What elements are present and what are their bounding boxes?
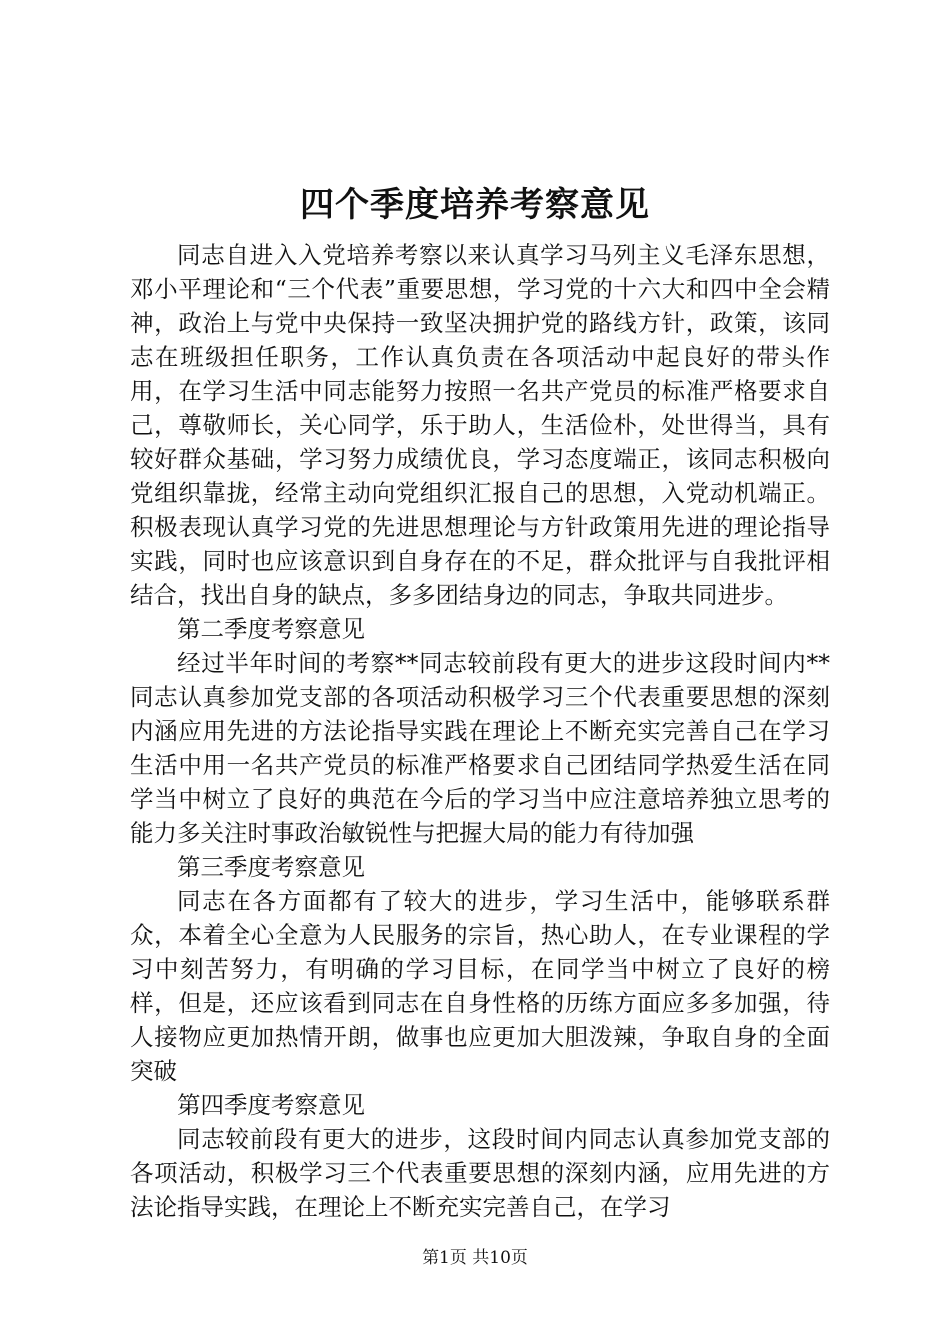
document-body (130, 238, 830, 1224)
heading-third-quarter: 第三季度考察意见 (177, 853, 365, 881)
heading-second-quarter: 第二季度考察意见 (177, 615, 365, 643)
document-title: 四个季度培养考察意见 (300, 185, 650, 225)
paragraph-second-quarter: 经过半年时间的考察**同志较前段有更大的进步这段时间内**同志认真参加党支部的各项活动积极学习三个代表重要思想的深刻内涵应用先进的方法论指导实践在理论上不断充实完善自己在学习生活中用一名共产党员的标准严格要求自己团结同学热爱生活在同学当中树立了良好的典范在今后的学习当中应注意培养独立思考的能力多关注时事政治敏锐性与把握大局的能力有待加强 (130, 649, 830, 847)
paragraph-third-quarter: 同志在各方面都有了较大的进步，学习生活中，能够联系群众，本着全心全意为人民服务的宗旨，热心助人，在专业课程的学习中刻苦努力，有明确的学习目标，在同学当中树立了良好的榜样，但是，还应该看到同志在自身性格的历练方面应多多加强，待人接物应更加热情开朗，做事也应更加大胆泼辣，争取自身的全面突破 (130, 887, 830, 1085)
paragraph-fourth-quarter: 同志较前段有更大的进步，这段时间内同志认真参加党支部的各项活动，积极学习三个代表重要思想的深刻内涵，应用先进的方法论指导实践，在理论上不断充实完善自己，在学习 (130, 1125, 830, 1221)
page-number-footer: 第1页 共10页 (422, 1248, 528, 1268)
paragraph-first-quarter: 同志自进入入党培养考察以来认真学习马列主义毛泽东思想，邓小平理论和“三个代表”重要思想，学习党的十六大和四中全会精神，政治上与党中央保持一致坚决拥护党的路线方针，政策，该同志在班级担任职务，工作认真负责在各项活动中起良好的带头作用，在学习生活中同志能努力按照一名共产党员的标准严格要求自己，尊敬师长，关心同学，乐于助人，生活俭朴，处世得当，具有较好群众基础，学习努力成绩优良，学习态度端正，该同志积极向党组织靠拢，经常主动向党组织汇报自己的思想，入党动机端正。积极表现认真学习党的先进思想理论与方针政策用先进的理论指导实践，同时也应该意识到自身存在的不足，群众批评与自我批评相结合，找出自身的缺点，多多团结身边的同志，争取共同进步。 (130, 241, 830, 609)
heading-fourth-quarter: 第四季度考察意见 (177, 1091, 365, 1119)
